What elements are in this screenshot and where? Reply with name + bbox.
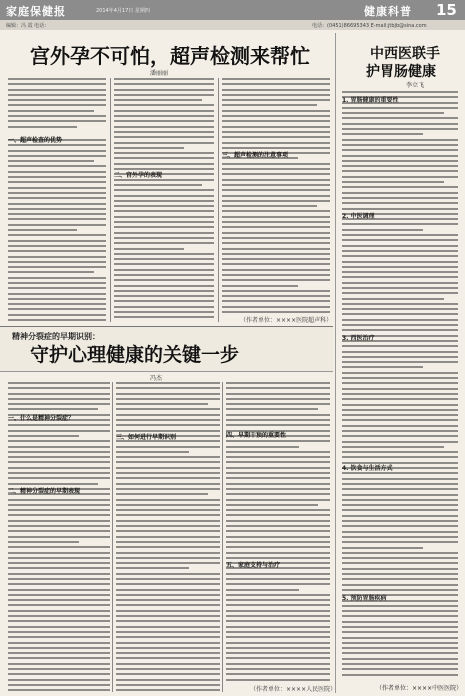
section-title-left: 家庭保健报 <box>6 5 66 18</box>
header-strip <box>0 20 465 30</box>
article2-signoff: （作者单位：××××人民医院） <box>250 686 337 693</box>
article2-byline: 冯杰 <box>150 375 163 382</box>
column-divider <box>222 382 223 692</box>
column-divider <box>218 78 219 322</box>
article2-title-band <box>0 326 333 372</box>
page-number: 15 <box>436 1 457 19</box>
strip-left: 编辑：冯 霞 电话： <box>6 23 50 29</box>
article1-signoff: （作者单位：××××医院超声科） <box>240 317 333 324</box>
article2-column-1 <box>8 382 110 692</box>
sidebar-subhead-5: 5. 预防胃肠疾病 <box>342 595 387 602</box>
article1-column-3 <box>222 78 330 314</box>
article1-subhead-2: 二、宫外孕的表现 <box>114 172 163 179</box>
sidebar-title-line1: 中西医联手 <box>370 46 440 62</box>
article2-headline: 守护心理健康的关键一步 <box>30 344 240 366</box>
article2-subhead-5: 五、家庭支持与治疗 <box>226 562 281 569</box>
column-divider <box>110 78 111 322</box>
article2-subhead-4: 四、早期干预的重要性 <box>226 432 287 439</box>
sidebar-subhead-3: 3. 西医治疗 <box>342 335 375 342</box>
sidebar-byline: 李立飞 <box>406 82 425 89</box>
article1-byline: 潘丽丽 <box>150 70 169 77</box>
sidebar-article <box>335 33 462 693</box>
page-header <box>0 0 465 20</box>
article1-headline: 宫外孕不可怕，超声检测来帮忙 <box>30 44 310 68</box>
article2-kicker: 精神分裂症的早期识别： <box>12 332 100 341</box>
article2-subhead-1: 一、什么是精神分裂症？ <box>8 415 75 422</box>
sidebar-title-line2: 护胃肠健康 <box>366 64 436 80</box>
article1-column-1 <box>8 78 106 322</box>
section-title-right: 健康科普 <box>364 5 412 18</box>
article2-subhead-2: 二、精神分裂症的早期表现 <box>8 488 81 495</box>
sidebar-subhead-2: 2. 中医调理 <box>342 213 375 220</box>
strip-right: 电话：(0451)86695343 E-mail:jtbjb@sina.com <box>312 23 427 29</box>
sidebar-signoff: （作者单位：××××中医医院） <box>376 685 463 692</box>
sidebar-subhead-4: 4. 饮食与生活方式 <box>342 465 393 472</box>
article2-column-2 <box>116 382 220 692</box>
article2-column-3 <box>226 382 330 682</box>
article1-column-2 <box>114 78 214 322</box>
article1-subhead-3: 三、超声检测的注意事项 <box>222 152 289 159</box>
article1-subhead-1: 一、超声检查的优势 <box>8 137 63 144</box>
sidebar-subhead-1: 1. 胃肠健康的重要性 <box>342 97 399 104</box>
publication-date: 2014年4月17日 星期四 <box>96 8 150 14</box>
column-divider <box>112 382 113 692</box>
article2-subhead-3: 三、如何进行早期识别 <box>116 434 177 441</box>
